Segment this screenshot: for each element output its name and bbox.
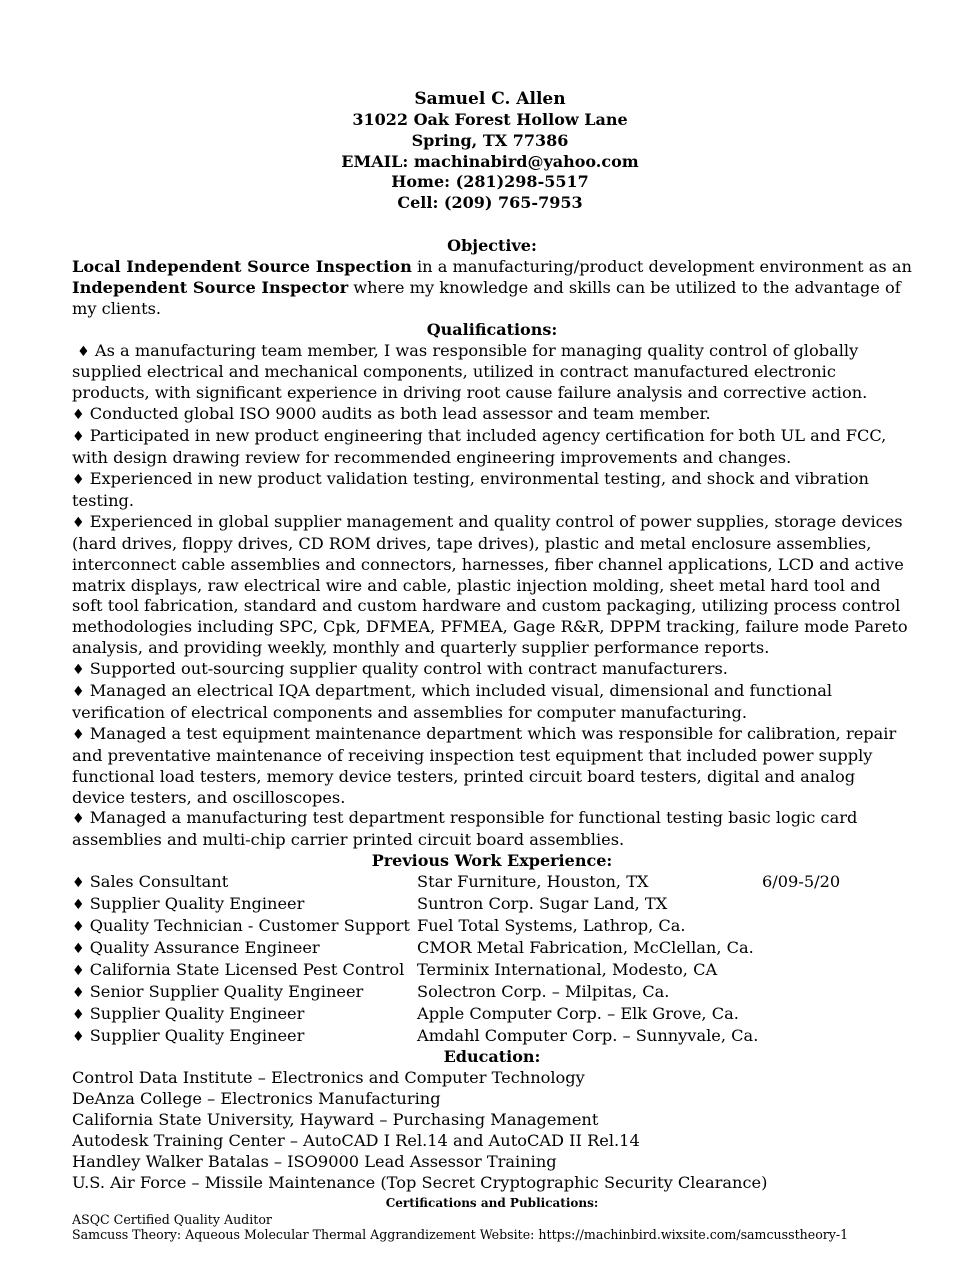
work-row <box>72 1004 912 1026</box>
education-item: Autodesk Training Center – AutoCAD I Rel.14 and AutoCAD II Rel.14 <box>72 1131 640 1151</box>
diamond-bullet-icon: ♦ <box>72 811 85 828</box>
resume-body <box>72 236 912 1242</box>
education-item: U.S. Air Force – Missile Maintenance (Top Secret Cryptographic Security Clearance) <box>72 1172 768 1192</box>
job-title: Senior Supplier Quality Engineer <box>89 981 364 1001</box>
education-heading: Education: <box>443 1047 541 1067</box>
qualifications-heading: Qualifications: <box>426 319 558 339</box>
education-item: California State University, Hayward – Purchasing Management <box>72 1110 599 1130</box>
diamond-bullet-icon: ♦ <box>72 471 85 488</box>
employment-dates <box>762 938 912 960</box>
diamond-bullet-icon: ♦ <box>77 343 90 360</box>
qualification-item: ♦ Participated in new product engineering that included agency certification for both UL and FCC, with design drawing review for recommended engineering improvements and changes. <box>72 426 887 468</box>
diamond-bullet-icon: ♦ <box>72 407 85 424</box>
work-row <box>72 960 912 982</box>
qualification-item: ♦ Supported out-sourcing supplier quality control with contract manufacturers. <box>72 659 728 679</box>
objective-text-1: in a manufacturing/product development environment as an <box>411 256 912 276</box>
education-list <box>72 1068 912 1193</box>
certifications-list <box>72 1212 912 1242</box>
certification-item: ASQC Certified Quality Auditor <box>72 1211 272 1227</box>
objective-text-2: where my knowledge and skills can be utilized to the advantage of my clients. <box>72 277 901 318</box>
diamond-bullet-icon: ♦ <box>72 429 85 446</box>
diamond-bullet-icon: ♦ <box>72 684 85 701</box>
diamond-bullet-icon: ♦ <box>72 940 85 957</box>
diamond-bullet-icon: ♦ <box>72 1028 85 1045</box>
employment-dates <box>762 916 912 938</box>
work-experience-list <box>72 872 912 1047</box>
employer: Star Furniture, Houston, TX <box>417 872 649 892</box>
job-title: Supplier Quality Engineer <box>89 1025 305 1045</box>
contact-header <box>0 88 980 214</box>
qualification-item: ♦ Experienced in new product validation testing, environmental testing, and shock and vibration testing. <box>72 468 869 510</box>
diamond-bullet-icon: ♦ <box>72 962 85 979</box>
diamond-bullet-icon: ♦ <box>72 897 85 914</box>
employment-dates: 6/09-5/20 <box>762 872 841 892</box>
job-title: Quality Assurance Engineer <box>89 937 320 957</box>
job-title: Supplier Quality Engineer <box>89 1003 305 1023</box>
qualification-item: ♦ Managed an electrical IQA department, which included visual, dimensional and functional verification of electrical components and assemblies for computer manufacturing. <box>72 681 833 722</box>
email-line: EMAIL: machinabird@yahoo.com <box>341 151 639 171</box>
address-line-2: Spring, TX 77386 <box>411 130 569 150</box>
employer: CMOR Metal Fabrication, McClellan, Ca. <box>417 937 754 957</box>
diamond-bullet-icon: ♦ <box>72 875 85 892</box>
work-row <box>72 938 912 960</box>
objective-bold-1: Local Independent Source Inspection <box>72 256 412 276</box>
work-row <box>72 916 912 938</box>
job-title: Quality Technician - Customer Support <box>89 916 410 935</box>
objective-text <box>72 257 912 320</box>
employer: Suntron Corp. Sugar Land, TX <box>417 894 668 914</box>
objective-heading: Objective: <box>447 236 537 255</box>
diamond-bullet-icon: ♦ <box>72 726 85 743</box>
qualification-item: ♦ As a manufacturing team member, I was responsible for managing quality control of globally supplied electrical and mechanical components, utilized in contract manufactured electronic products, with significant experience in driving root cause failure analysis and corrective action. <box>72 340 868 403</box>
work-row <box>72 894 912 916</box>
objective-bold-2: Independent Source Inspector <box>72 277 349 297</box>
cell-phone: Cell: (209) 765-7953 <box>397 193 583 213</box>
employer: Amdahl Computer Corp. – Sunnyvale, Ca. <box>417 1025 759 1045</box>
qualification-item: ♦ Managed a manufacturing test department responsible for functional testing basic logic card assemblies and multi-chip carrier printed circuit board assemblies. <box>72 808 858 850</box>
employment-dates <box>762 1026 912 1048</box>
certifications-heading: Certifications and Publications: <box>385 1195 599 1210</box>
candidate-name: Samuel C. Allen <box>414 89 566 109</box>
employer: Solectron Corp. – Milpitas, Ca. <box>417 981 670 1001</box>
employment-dates <box>762 960 912 982</box>
publication-item: Samcuss Theory: Aqueous Molecular Thermal Aggrandizement Website: https://machinbird.wixsite.com/samcusstheory-1 <box>72 1226 849 1242</box>
diamond-bullet-icon: ♦ <box>72 984 85 1001</box>
qualification-item: ♦ Managed a test equipment maintenance department which was responsible for calibration, repair and preventative maintenance of receiving inspection test equipment that included power supply functional load testers, memory device testers, printed circuit board testers, digital and analog device testers, and oscilloscopes. <box>72 723 897 807</box>
qualifications-list <box>72 341 912 852</box>
education-item: Control Data Institute – Electronics and Computer Technology <box>72 1068 585 1088</box>
job-title: Supplier Quality Engineer <box>89 894 305 914</box>
home-phone: Home: (281)298-5517 <box>391 172 589 192</box>
address-line-1: 31022 Oak Forest Hollow Lane <box>352 110 628 129</box>
job-title: Sales Consultant <box>89 872 229 892</box>
qualification-item: ♦ Experienced in global supplier management and quality control of power supplies, storage devices (hard drives, floppy drives, CD ROM drives, tape drives), plastic and metal enclosure assemblies, interconnect cable assemblies and connectors, harnesses, fiber channel applications, LCD and active matrix displays, raw electrical wire and cable, plastic injection molding, sheet metal hard tool and soft tool fabrication, standard and custom hardware and custom packaging, utilizing process control methodologies including SPC, Cpk, DFMEA, PFMEA, Gage R&R, DPPM tracking, failure mode Pareto analysis, and providing weekly, monthly and quarterly supplier performance reports. <box>72 511 908 658</box>
work-experience-heading: Previous Work Experience: <box>371 851 613 871</box>
qualification-item: ♦ Conducted global ISO 9000 audits as both lead assessor and team member. <box>72 404 711 424</box>
education-item: Handley Walker Batalas – ISO9000 Lead Assessor Training <box>72 1151 557 1171</box>
diamond-bullet-icon: ♦ <box>72 662 85 679</box>
employer: Fuel Total Systems, Lathrop, Ca. <box>417 916 686 935</box>
employment-dates <box>762 894 912 916</box>
employer: Terminix International, Modesto, CA <box>417 959 718 979</box>
employment-dates <box>762 982 912 1004</box>
work-row <box>72 872 912 894</box>
work-row <box>72 982 912 1004</box>
work-row <box>72 1026 912 1048</box>
diamond-bullet-icon: ♦ <box>72 919 85 935</box>
job-title: California State Licensed Pest Control <box>89 959 405 979</box>
diamond-bullet-icon: ♦ <box>72 514 85 531</box>
employment-dates <box>762 1004 912 1026</box>
diamond-bullet-icon: ♦ <box>72 1006 85 1023</box>
employer: Apple Computer Corp. – Elk Grove, Ca. <box>417 1003 739 1023</box>
education-item: DeAnza College – Electronics Manufacturing <box>72 1089 441 1109</box>
